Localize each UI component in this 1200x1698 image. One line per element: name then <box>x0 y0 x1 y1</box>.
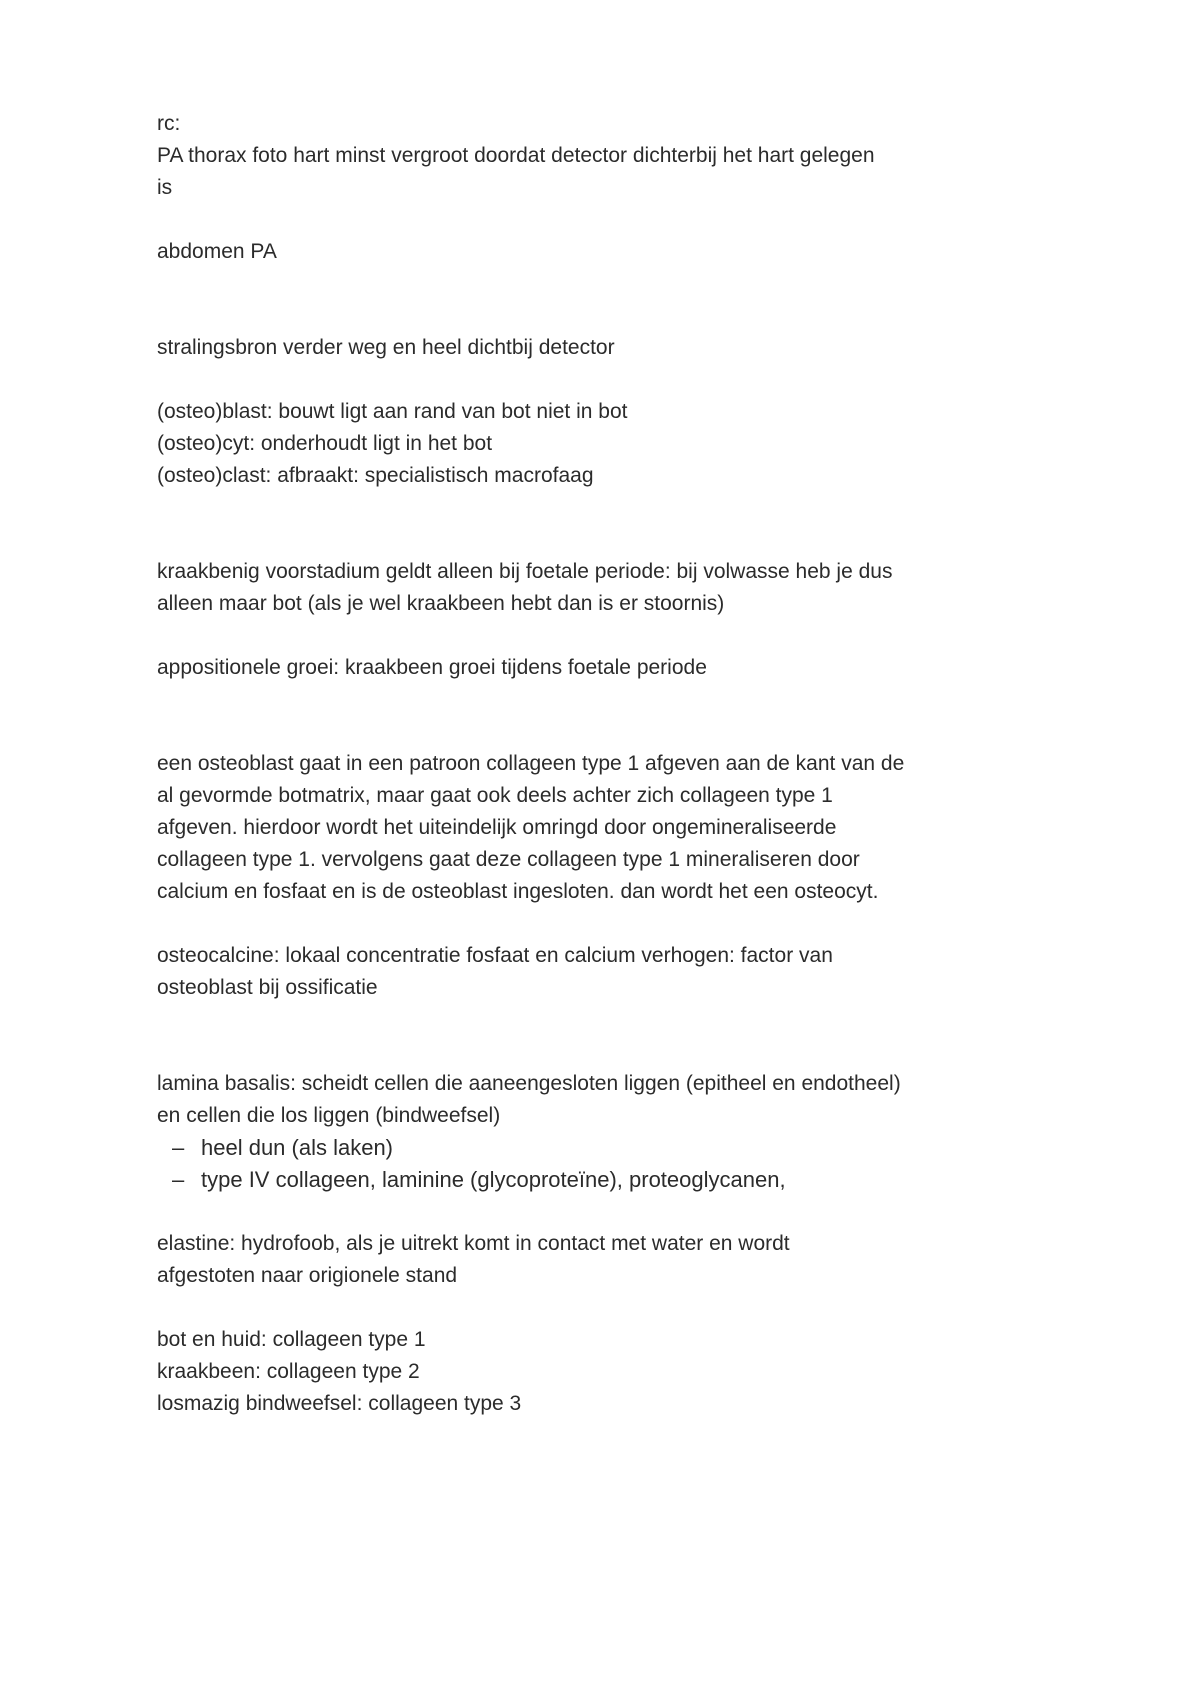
text-line: osteocalcine: lokaal concentratie fosfaat en calcium verhogen: factor van <box>157 944 833 967</box>
spacer <box>157 1292 1057 1324</box>
text-line: kraakbenig voorstadium geldt alleen bij foetale periode: bij volwasse heb je dus <box>157 560 893 583</box>
text-line: alleen maar bot (als je wel kraakbeen hebt dan is er stoornis) <box>157 592 725 615</box>
text-line: stralingsbron verder weg en heel dichtbij detector <box>157 336 615 359</box>
text-line: collageen type 1. vervolgens gaat deze collageen type 1 mineraliseren door <box>157 848 860 871</box>
text-line: en cellen die los liggen (bindweefsel) <box>157 1104 501 1127</box>
spacer <box>157 204 1057 236</box>
text-line: kraakbeen: collageen type 2 <box>157 1360 420 1383</box>
text-line: elastine: hydrofoob, als je uitrekt komt in contact met water en wordt <box>157 1232 790 1255</box>
text-line: rc: <box>157 112 181 135</box>
text-line: losmazig bindweefsel: collageen type 3 <box>157 1392 522 1415</box>
spacer <box>157 268 1057 332</box>
text-line: bot en huid: collageen type 1 <box>157 1328 426 1351</box>
text-line: (osteo)clast: afbraakt: specialistisch macrofaag <box>157 464 594 487</box>
text-line: afgestoten naar origionele stand <box>157 1264 458 1287</box>
spacer <box>157 684 1057 748</box>
bullet-text: type IV collageen, laminine (glycoproteïne), proteoglycanen, <box>201 1167 786 1192</box>
text-line: (osteo)blast: bouwt ligt aan rand van bot niet in bot <box>157 400 628 423</box>
text-line: osteoblast bij ossificatie <box>157 976 378 999</box>
spacer <box>157 1196 1057 1228</box>
spacer <box>157 908 1057 940</box>
text-line: al gevormde botmatrix, maar gaat ook deels achter zich collageen type 1 <box>157 784 833 807</box>
document-page <box>157 108 1057 1420</box>
bullet-item <box>157 1164 1057 1196</box>
bullet-dash: – <box>172 1167 185 1192</box>
text-line: afgeven. hierdoor wordt het uiteindelijk omringd door ongemineraliseerde <box>157 816 837 839</box>
spacer <box>157 1004 1057 1068</box>
spacer <box>157 492 1057 556</box>
text-line: PA thorax foto hart minst vergroot doordat detector dichterbij het hart gelegen <box>157 144 875 167</box>
bullet-text: heel dun (als laken) <box>201 1135 394 1160</box>
text-line: appositionele groei: kraakbeen groei tijdens foetale periode <box>157 656 707 679</box>
text-line: een osteoblast gaat in een patroon collageen type 1 afgeven aan de kant van de <box>157 752 905 775</box>
text-line: lamina basalis: scheidt cellen die aaneengesloten liggen (epitheel en endotheel) <box>157 1072 901 1095</box>
text-line: calcium en fosfaat en is de osteoblast ingesloten. dan wordt het een osteocyt. <box>157 880 879 903</box>
spacer <box>157 364 1057 396</box>
text-line: abdomen PA <box>157 240 277 263</box>
spacer <box>157 620 1057 652</box>
text-line: is <box>157 176 173 199</box>
bullet-dash: – <box>172 1135 185 1160</box>
text-line: (osteo)cyt: onderhoudt ligt in het bot <box>157 432 493 455</box>
bullet-item <box>157 1132 1057 1164</box>
